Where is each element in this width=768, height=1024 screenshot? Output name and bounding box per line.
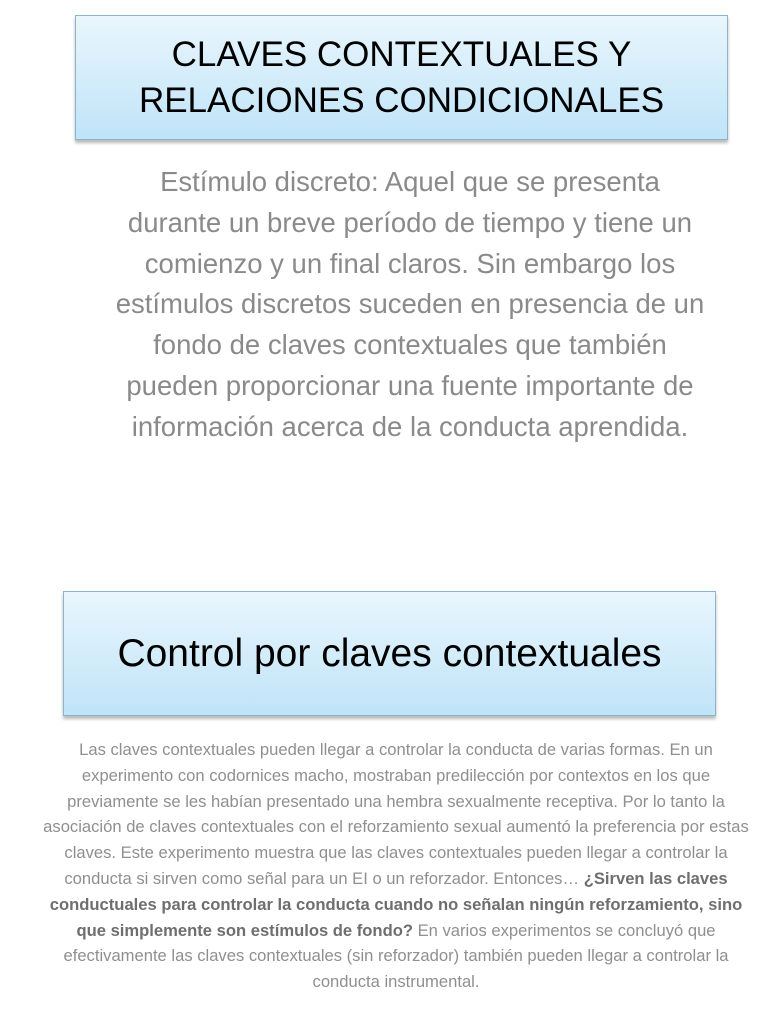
slide-title-line-2: RELACIONES CONDICIONALES	[138, 80, 665, 120]
paragraph-bold-question: ¿Sirven las claves conductuales para controlar la conducta cuando no señalan ningún reforzamiento, sino que simplemente son estímulos de fondo?	[49, 868, 743, 940]
section-title: Control por claves contextuales	[117, 631, 662, 675]
slide-title-box	[75, 15, 728, 140]
contextual-control-paragraph	[40, 737, 752, 995]
slide-title-line-1: CLAVES CONTEXTUALES Y	[171, 34, 632, 74]
discrete-stimulus-paragraph: Estímulo discreto: Aquel que se presenta durante un breve período de tiempo y tiene un comienzo y un final claros. Sin embargo los estímulos discretos suceden en presencia de un fondo de claves contextuales que también pueden proporcionar una fuente importante de información acerca de la conducta aprendida.	[115, 166, 705, 442]
paragraph-text-part-1: Las claves contextuales pueden llegar a controlar la conducta de varias formas. En un experimento con codornices macho, mostraban predilección por contextos en los que previamente se les habían presentado una hembra sexualmente receptiva. Por lo tanto la asociación de claves contextuales con el reforzamiento sexual aumentó la preferencia por estas claves. Este experimento muestra que las claves contextuales pueden llegar a controlar la conducta si sirven como señal para un EI o un reforzador. Entonces…	[43, 740, 749, 888]
paragraph-text-part-2: En varios experimentos se concluyó que efectivamente las claves contextuales (sin reforzador) también pueden llegar a controlar la conducta instrumental.	[63, 920, 729, 992]
section-title-box	[63, 591, 716, 716]
